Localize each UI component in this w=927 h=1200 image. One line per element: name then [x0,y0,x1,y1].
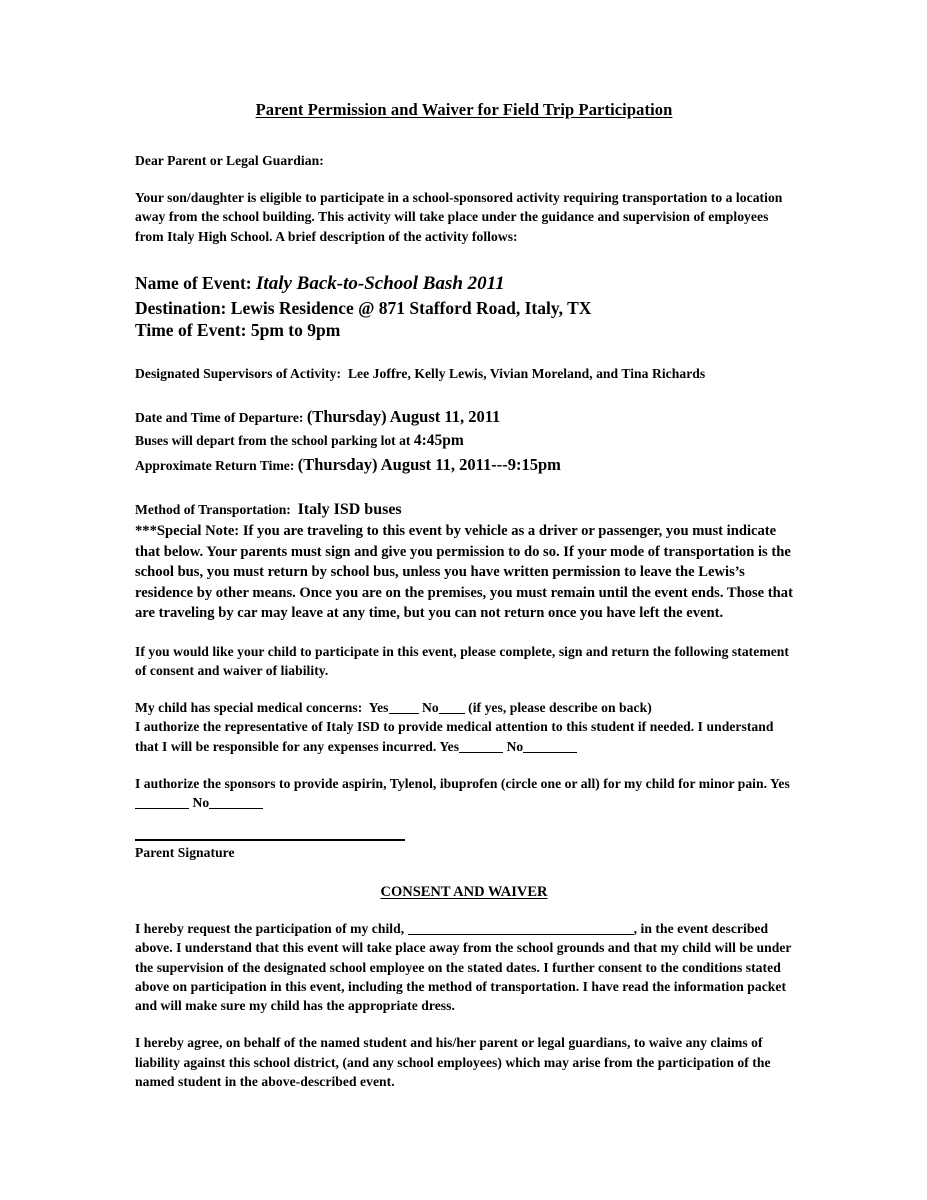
return-label: Approximate Return Time: [135,457,295,473]
medical-concerns-no-label: No [421,700,439,716]
medical-concerns-prefix: My child has special medical concerns: [135,700,363,716]
parent-signature-line[interactable] [135,839,405,841]
event-name-value: Italy Back-to-School Bash 2011 [256,272,505,294]
medication-no-blank[interactable] [209,797,263,810]
event-time-label: Time of Event: [135,320,247,341]
departure-label: Date and Time of Departure: [135,410,304,426]
event-details [135,272,793,342]
bus-depart-label: Buses will depart from the school parking lot at [135,432,411,448]
spacer [135,680,793,698]
event-time-value: 5pm to 9pm [250,320,341,341]
medical-concerns-yes-label: Yes [368,700,389,716]
spacer [135,624,793,642]
medical-concerns-line [135,698,793,717]
event-destination-value: Lewis Residence @ 871 Stafford Road, Italy, TX [230,297,592,318]
consent-waiver-heading-text: CONSENT AND WAIVER [380,883,548,900]
spacer [135,813,793,839]
consent-waiver-heading [135,884,793,901]
event-time-line [135,319,793,342]
event-name-line [135,272,793,297]
spacer [135,901,793,919]
page-title-text: Parent Permission and Waiver for Field Trip Participation [255,100,673,119]
event-name-label: Name of Event: [135,272,252,293]
medical-authorization-text: I authorize the representative of Italy ISD to provide medical attention to this student if needed. I understand that I will be responsible for any expenses incurred. [135,719,774,754]
spacer [135,383,793,405]
medical-concerns-yes-blank[interactable] [389,702,419,715]
transportation-method-line [135,499,793,521]
waiver-request-paragraph [135,919,793,1015]
departure-line [135,405,793,429]
spacer [135,477,793,499]
salutation: Dear Parent or Legal Guardian: [135,152,324,168]
spacer [135,246,793,272]
parent-signature-caption: Parent Signature [135,844,235,860]
spacer [135,1015,793,1033]
return-value: (Thursday) August 11, 2011---9:15pm [297,454,561,474]
spacer [135,862,793,884]
medical-concerns-no-blank[interactable] [439,702,465,715]
medication-authorization-line [135,774,793,813]
return-line [135,453,793,477]
medication-yes-blank[interactable] [135,797,189,810]
bus-depart-value: 4:45pm [413,431,464,449]
waiver-request-suffix: , in the event described above. I understand that this event will take place away from the school grounds and that my child will be under the supervision of the designated school employee on the stated dates. I further consent to the conditions stated above on participation in this event, including the method of transportation. I have read the information packet and will make sure my child has the appropriate dress. [135,920,792,1014]
waiver-agree-paragraph: I hereby agree, on behalf of the named student and his/her parent or legal guardians, to waive any claims of liability against this school district, (and any school employees) which may arise from the participation of the named student in the above-described event. [135,1035,771,1089]
page-title [135,100,793,121]
bus-depart-line [135,430,793,453]
spacer [135,342,793,364]
supervisors-line [135,364,793,383]
medical-authorization-no-label: No [506,738,524,754]
medical-authorization-line [135,717,793,756]
event-destination-label: Destination: [135,297,227,318]
medical-authorization-yes-blank[interactable] [459,740,503,753]
medication-yes-label: Yes [770,776,790,792]
supervisors-label: Designated Supervisors of Activity: [135,366,342,381]
medical-authorization-no-blank[interactable] [523,740,577,753]
intro-paragraph: Your son/daughter is eligible to participate in a school-sponsored activity requiring transportation to a location away from the school building. This activity will take place under the guidance and supervision of employees from Italy High School. A brief description of the activity follows: [135,189,783,244]
departure-value: (Thursday) August 11, 2011 [306,407,501,427]
schedule-details [135,405,793,477]
event-destination-line [135,297,793,320]
transportation-method-label: Method of Transportation: [135,502,291,518]
special-note-paragraph: ***Special Note: If you are traveling to this event by vehicle as a driver or passenger, you must indicate that below. Your parents must sign and give you permission to do so. If your mode of transportation is the school bus, you must return by school bus, unless you have written permission to leave the Lewis’s residence by other means. Once you are on the premises, you must remain until the event ends. Those that are traveling by car may leave at any time, but you can not return once you have left the event. [135,523,793,622]
medical-concerns-suffix: (if yes, please describe on back) [468,700,652,716]
medical-authorization-yes-label: Yes [439,738,460,754]
medication-no-label: No [192,795,210,811]
spacer [135,756,793,774]
child-name-blank[interactable] [408,922,634,935]
supervisors-value: Lee Joffre, Kelly Lewis, Vivian Moreland, and Tina Richards [347,366,706,381]
waiver-request-prefix: I hereby request the participation of my child, [135,920,405,936]
consent-instructions-paragraph: If you would like your child to participate in this event, please complete, sign and return the following statement of consent and waiver of liability. [135,643,789,678]
medication-authorization-text: I authorize the sponsors to provide aspirin, Tylenol, ibuprofen (circle one or all) for my child for minor pain. [135,776,768,792]
transportation-method-value: Italy ISD buses [297,501,402,519]
spacer [135,170,793,188]
